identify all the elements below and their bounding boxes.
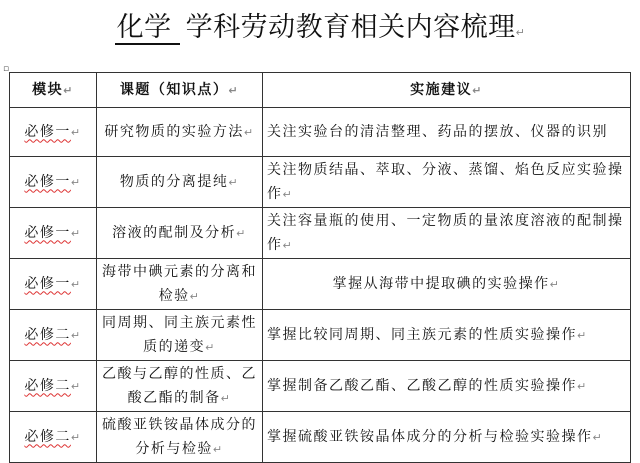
table-row xyxy=(10,412,631,463)
document-title xyxy=(0,12,640,45)
table-row xyxy=(10,310,631,361)
title-subject: 化学 xyxy=(115,13,180,45)
module-cell: 必修二↵ xyxy=(10,310,97,361)
table-row xyxy=(10,108,631,157)
topic-cell: 硫酸亚铁铵晶体成分的分析与检验↵ xyxy=(97,412,263,463)
advice-cell: 掌握从海带中提取碘的实验操作↵ xyxy=(262,259,630,310)
table-row xyxy=(10,361,631,412)
paragraph-mark-icon: ↵ xyxy=(515,26,526,39)
header-module: 模块↵ xyxy=(10,73,97,108)
advice-cell: 关注实验台的清洁整理、药品的摆放、仪器的识别 xyxy=(262,108,630,157)
advice-cell: 关注物质结晶、萃取、分液、蒸馏、焰色反应实验操作↵ xyxy=(262,157,630,208)
header-topic: 课题（知识点）↵ xyxy=(97,73,263,108)
module-cell: 必修一↵ xyxy=(10,259,97,310)
module-cell: 必修二↵ xyxy=(10,361,97,412)
table-header-row xyxy=(10,73,631,108)
table-anchor-icon: ▫ xyxy=(3,64,10,74)
advice-cell: 掌握硫酸亚铁铵晶体成分的分析与检验实验操作↵ xyxy=(262,412,630,463)
advice-cell: 关注容量瓶的使用、一定物质的量浓度溶液的配制操作↵ xyxy=(262,208,630,259)
module-cell: 必修一↵ xyxy=(10,208,97,259)
module-cell: 必修一↵ xyxy=(10,108,97,157)
advice-cell: 掌握制备乙酸乙酯、乙酸乙醇的性质实验操作↵ xyxy=(262,361,630,412)
module-cell: 必修一↵ xyxy=(10,157,97,208)
labor-education-table xyxy=(9,72,631,463)
table-row xyxy=(10,259,631,310)
advice-cell: 掌握比较同周期、同主族元素的性质实验操作↵ xyxy=(262,310,630,361)
module-cell: 必修二↵ xyxy=(10,412,97,463)
topic-cell: 同周期、同主族元素性质的递变↵ xyxy=(97,310,263,361)
topic-cell: 海带中碘元素的分离和检验↵ xyxy=(97,259,263,310)
title-rest: 学科劳动教育相关内容梳理 xyxy=(185,12,516,43)
table-row xyxy=(10,157,631,208)
topic-cell: 溶液的配制及分析↵ xyxy=(97,208,263,259)
topic-cell: 研究物质的实验方法↵ xyxy=(97,108,263,157)
table-row xyxy=(10,208,631,259)
topic-cell: 物质的分离提纯↵ xyxy=(97,157,263,208)
topic-cell: 乙酸与乙醇的性质、乙酸乙酯的制备↵ xyxy=(97,361,263,412)
header-advice: 实施建议↵ xyxy=(262,73,630,108)
